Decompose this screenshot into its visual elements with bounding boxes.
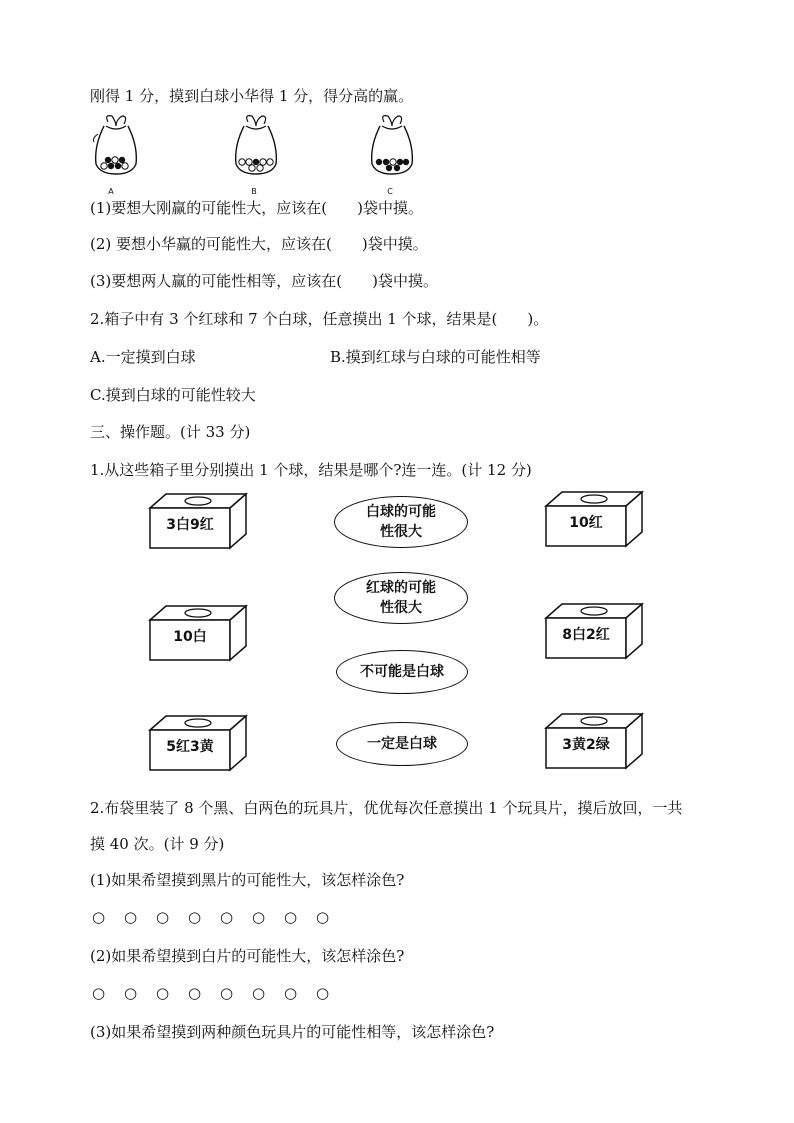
circle[interactable]: ○ — [220, 984, 234, 1002]
right-box-2 — [544, 602, 644, 662]
oval-4-text: 一定是白球 — [367, 736, 437, 752]
oval-red-likely — [334, 572, 468, 624]
oval-2-line2: 性很大 — [380, 600, 422, 616]
circle-row-1 — [92, 908, 348, 926]
p2-q1: (1)如果希望摸到黑片的可能性大，该怎样涂色? — [90, 871, 405, 889]
bag-illustrations — [86, 112, 426, 196]
circle[interactable]: ○ — [92, 984, 106, 1002]
oval-2-line1: 红球的可能 — [366, 580, 436, 596]
left-box-2-label: 10白 — [173, 629, 207, 645]
left-box-3-label: 5红3黄 — [166, 739, 214, 755]
p2-line2: 摸 40 次。(计 9 分) — [90, 835, 225, 853]
bag-c-icon — [362, 112, 422, 182]
right-box-3 — [544, 712, 644, 772]
circle[interactable]: ○ — [284, 984, 298, 1002]
circle[interactable]: ○ — [92, 908, 106, 926]
oval-1-line2: 性很大 — [380, 524, 422, 540]
circle[interactable]: ○ — [252, 908, 266, 926]
q1-part2: (2) 要想小华赢的可能性大，应该在( )袋中摸。 — [90, 235, 428, 253]
circle[interactable]: ○ — [284, 908, 298, 926]
bag-a — [86, 112, 150, 196]
circle[interactable]: ○ — [188, 908, 202, 926]
q2-option-b: B.摸到红球与白球的可能性相等 — [330, 348, 541, 366]
circle[interactable]: ○ — [156, 984, 170, 1002]
p2-q3: (3)如果希望摸到两种颜色玩具片的可能性相等，该怎样涂色? — [90, 1023, 495, 1041]
p2-q2: (2)如果希望摸到白片的可能性大，该怎样涂色? — [90, 947, 405, 965]
p2-line1: 2.布袋里装了 8 个黑、白两色的玩具片，优优每次任意摸出 1 个玩具片，摸后放回，一共 — [90, 799, 683, 817]
q1-part3: (3)要想两人赢的可能性相等，应该在( )袋中摸。 — [90, 272, 438, 290]
q2-option-c: C.摸到白球的可能性较大 — [90, 386, 256, 404]
circle[interactable]: ○ — [124, 984, 138, 1002]
p1-title: 1.从这些箱子里分别摸出 1 个球，结果是哪个?连一连。(计 12 分) — [90, 461, 532, 479]
left-box-2 — [148, 604, 248, 664]
circle[interactable]: ○ — [220, 908, 234, 926]
bag-a-icon — [86, 112, 146, 182]
right-box-1 — [544, 490, 644, 550]
circle[interactable]: ○ — [316, 908, 330, 926]
left-box-1 — [148, 492, 248, 552]
bag-b-label: B — [251, 187, 257, 196]
circle[interactable]: ○ — [124, 908, 138, 926]
oval-impossible-white — [336, 650, 468, 694]
circle[interactable]: ○ — [188, 984, 202, 1002]
right-box-3-label: 3黄2绿 — [562, 737, 610, 753]
oval-1-line1: 白球的可能 — [366, 504, 436, 520]
bag-b-icon — [226, 112, 286, 182]
q2-option-a: A.一定摸到白球 — [90, 348, 196, 366]
q2-question: 2.箱子中有 3 个红球和 7 个白球，任意摸出 1 个球，结果是( )。 — [90, 310, 549, 328]
right-box-2-label: 8白2红 — [562, 627, 610, 643]
q1-part1: (1)要想大刚赢的可能性大，应该在( )袋中摸。 — [90, 199, 423, 217]
bag-c-label: C — [387, 187, 393, 196]
oval-certain-white — [336, 722, 468, 766]
intro-line: 刚得 1 分，摸到白球小华得 1 分，得分高的赢。 — [90, 87, 414, 105]
circle[interactable]: ○ — [156, 908, 170, 926]
bag-b — [226, 112, 290, 196]
circle[interactable]: ○ — [252, 984, 266, 1002]
section3-title: 三、操作题。(计 33 分) — [90, 423, 251, 441]
bag-c — [362, 112, 426, 196]
circle[interactable]: ○ — [316, 984, 330, 1002]
left-box-1-label: 3白9红 — [166, 517, 214, 533]
circle-row-2 — [92, 984, 348, 1002]
left-box-3 — [148, 714, 248, 774]
bag-a-label: A — [108, 187, 114, 196]
oval-white-likely — [334, 496, 468, 548]
right-box-1-label: 10红 — [569, 515, 603, 531]
oval-3-text: 不可能是白球 — [360, 664, 444, 680]
